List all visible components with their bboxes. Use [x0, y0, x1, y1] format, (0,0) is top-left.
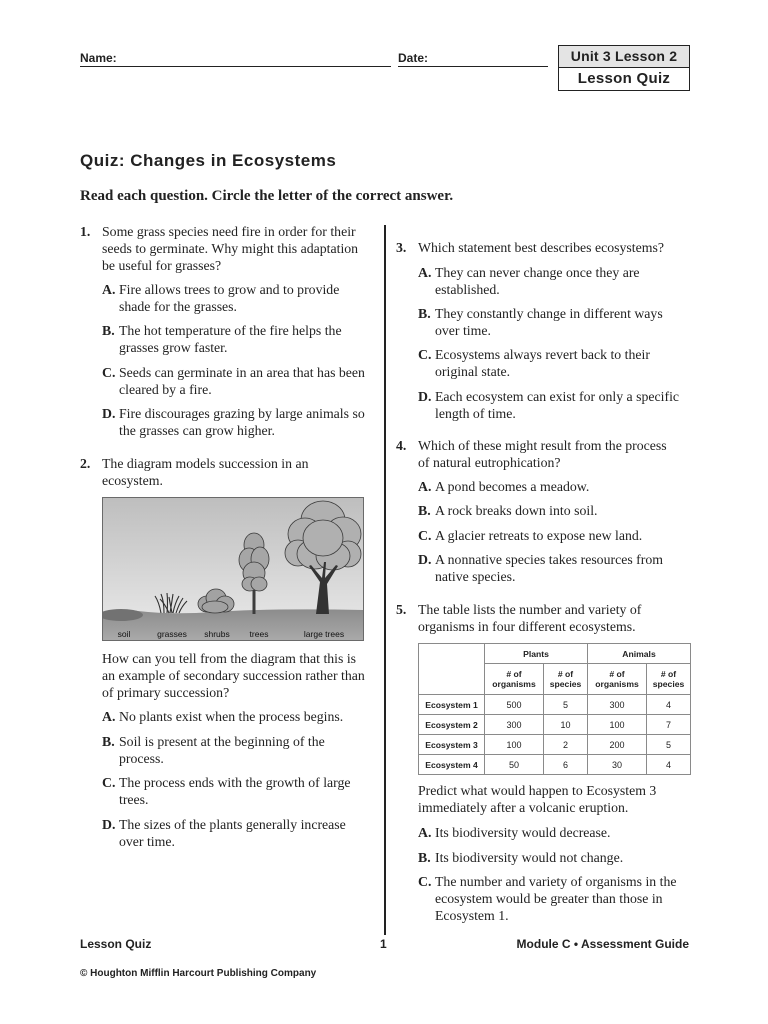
answer-option-c	[418, 346, 650, 380]
page-title: Quiz: Changes in Ecosystems	[80, 151, 337, 170]
answer-option-d	[418, 551, 663, 585]
answer-option-b	[102, 322, 342, 356]
option-letter: A.	[102, 282, 116, 297]
table-cell: 4	[647, 695, 691, 715]
option-text-line: Ecosystem 1.	[435, 908, 509, 923]
date-field	[398, 50, 548, 67]
date-label: Date:	[398, 51, 429, 65]
option-text-line: The number and variety of organisms in the	[435, 874, 677, 889]
answer-option-c	[102, 364, 365, 398]
option-text-line: Its biodiversity would decrease.	[435, 825, 611, 840]
diagram-label: large trees	[303, 629, 345, 639]
table-cell: 200	[588, 735, 647, 755]
footer-left-label: Lesson Quiz	[80, 937, 152, 951]
question-text-line: Some grass species need fire in order for their	[102, 224, 356, 239]
option-text-line: They can never change once they are	[435, 265, 640, 280]
option-text-line: over time.	[435, 323, 491, 338]
answer-option-a	[418, 824, 611, 841]
table-cell: 50	[485, 755, 544, 775]
table-row	[419, 715, 691, 735]
option-text-line: trees.	[119, 792, 149, 807]
table-cell: 5	[647, 735, 691, 755]
table-header-row	[419, 644, 691, 664]
answer-option-b	[418, 305, 663, 339]
question-text-line: of primary succession?	[102, 685, 230, 700]
table-row-label: Ecosystem 4	[419, 755, 485, 775]
question-text-line: of natural eutrophication?	[418, 455, 561, 470]
question-text-line: seeds to germinate. Why might this adaptation	[102, 241, 359, 256]
table-cell: 6	[544, 755, 588, 775]
instructions: Read each question. Circle the letter of the correct answer.	[80, 188, 454, 204]
option-letter: A.	[418, 265, 432, 280]
option-text-line: A glacier retreats to expose new land.	[435, 528, 643, 543]
option-letter: D.	[102, 406, 116, 421]
option-text-line: ecosystem would be greater than those in	[435, 891, 663, 906]
diagram-label: shrubs	[204, 629, 230, 639]
option-text-line: The sizes of the plants generally increase	[119, 817, 346, 832]
table-column-header: # of species	[544, 664, 588, 695]
footer-right-label: Module C • Assessment Guide	[516, 937, 689, 951]
option-text-line: original state.	[435, 364, 511, 379]
option-text-line: The process ends with the growth of large	[119, 775, 351, 790]
question-number: 1.	[80, 224, 91, 239]
answer-option-a	[102, 708, 344, 725]
answer-option-c	[418, 527, 643, 544]
table-cell: 300	[485, 715, 544, 735]
table-cell: 5	[544, 695, 588, 715]
option-letter: A.	[102, 709, 116, 724]
option-text-line: process.	[119, 751, 164, 766]
option-text-line: A rock breaks down into soil.	[435, 503, 598, 518]
table-column-header: # of organisms	[588, 664, 647, 695]
table-cell: 100	[588, 715, 647, 735]
option-text-line: Fire allows trees to grow and to provide	[119, 282, 340, 297]
option-text-line: No plants exist when the process begins.	[119, 709, 344, 724]
option-letter: C.	[418, 874, 432, 889]
question-text-line: an example of secondary succession rather than	[102, 668, 365, 683]
diagram-label: grasses	[157, 629, 187, 639]
table-column-header: # of organisms	[485, 664, 544, 695]
option-text-line: the grasses can grow higher.	[119, 423, 275, 438]
option-text-line: Each ecosystem can exist for only a specific	[435, 389, 680, 404]
option-text-line: A pond becomes a meadow.	[435, 479, 590, 494]
option-text-line: grasses grow faster.	[119, 340, 228, 355]
table-cell: 30	[588, 755, 647, 775]
table-row	[419, 735, 691, 755]
table-row	[419, 695, 691, 715]
option-text-line: native species.	[435, 569, 516, 584]
table-cell: 7	[647, 715, 691, 735]
diagram-label: trees	[249, 629, 269, 639]
answer-option-b	[418, 502, 598, 519]
option-text-line: They constantly change in different ways	[435, 306, 663, 321]
question-text-line: ecosystem.	[102, 473, 163, 488]
table-group-header-plants: Plants	[485, 644, 588, 664]
table-row	[419, 755, 691, 775]
option-letter: D.	[418, 389, 432, 404]
option-letter: B.	[102, 734, 115, 749]
answer-option-b	[418, 849, 624, 866]
diagram-label: soil	[117, 629, 131, 639]
option-text-line: established.	[435, 282, 500, 297]
lesson-info-box	[558, 45, 690, 91]
option-letter: D.	[418, 552, 432, 567]
answer-option-b	[102, 733, 325, 767]
ecosystem-table	[418, 643, 691, 775]
option-text-line: Fire discourages grazing by large animals so	[119, 406, 365, 421]
question-number: 2.	[80, 456, 91, 471]
question-5-prompt	[418, 782, 656, 816]
table-row-label: Ecosystem 1	[419, 695, 485, 715]
question-text-line: be useful for grasses?	[102, 258, 222, 273]
table-column-header: # of species	[647, 664, 691, 695]
option-letter: B.	[418, 850, 431, 865]
option-letter: C.	[418, 347, 432, 362]
answer-option-d	[102, 816, 346, 850]
option-letter: C.	[102, 775, 116, 790]
table-cell: 100	[485, 735, 544, 755]
question-text-line: organisms in four different ecosystems.	[418, 619, 636, 634]
option-letter: C.	[418, 528, 432, 543]
table-cell: 10	[544, 715, 588, 735]
option-text-line: Its biodiversity would not change.	[435, 850, 624, 865]
question-number: 4.	[396, 438, 407, 453]
option-text-line: cleared by a fire.	[119, 382, 212, 397]
option-letter: A.	[418, 825, 432, 840]
option-letter: B.	[418, 306, 431, 321]
answer-option-d	[418, 388, 680, 422]
option-text-line: Soil is present at the beginning of the	[119, 734, 325, 749]
question-text-line: Which statement best describes ecosystems?	[418, 240, 664, 255]
question-number: 3.	[396, 240, 407, 255]
option-text-line: shade for the grasses.	[119, 299, 238, 314]
succession-diagram	[102, 497, 364, 641]
option-text-line: The hot temperature of the fire helps the	[119, 323, 342, 338]
question-text-line: The table lists the number and variety of	[418, 602, 642, 617]
question-number: 5.	[396, 602, 407, 617]
option-text-line: A nonnative species takes resources from	[435, 552, 663, 567]
answer-option-d	[102, 405, 365, 439]
option-letter: D.	[102, 817, 116, 832]
column-divider	[384, 225, 386, 935]
question-text-line: immediately after a volcanic eruption.	[418, 800, 629, 815]
option-letter: B.	[418, 503, 431, 518]
option-letter: A.	[418, 479, 432, 494]
question-text-line: Predict what would happen to Ecosystem 3	[418, 783, 657, 798]
option-letter: C.	[102, 365, 116, 380]
table-corner-cell	[419, 644, 485, 695]
question-2-stem	[80, 455, 309, 489]
unit-lesson-label: Unit 3 Lesson 2	[559, 46, 689, 68]
name-label: Name:	[80, 51, 117, 65]
succession-diagram-svg	[103, 498, 364, 641]
option-text-line: Seeds can germinate in an area that has been	[119, 365, 365, 380]
table-cell: 2	[544, 735, 588, 755]
answer-option-c	[102, 774, 351, 808]
table-group-header-animals: Animals	[588, 644, 691, 664]
option-text-line: Ecosystems always revert back to their	[435, 347, 650, 362]
quiz-type-label: Lesson Quiz	[577, 70, 671, 87]
table-cell: 500	[485, 695, 544, 715]
table-row-label: Ecosystem 3	[419, 735, 485, 755]
question-1-stem	[80, 223, 359, 274]
table-cell: 4	[647, 755, 691, 775]
question-text-line: Which of these might result from the process	[418, 438, 667, 453]
question-2-prompt	[102, 650, 365, 701]
copyright-notice: © Houghton Mifflin Harcourt Publishing Company	[80, 968, 317, 979]
option-text-line: over time.	[119, 834, 175, 849]
page-number: 1	[380, 937, 387, 951]
name-field	[80, 50, 391, 67]
answer-option-a	[418, 478, 590, 495]
question-text-line: How can you tell from the diagram that this is	[102, 651, 357, 666]
table-row-label: Ecosystem 2	[419, 715, 485, 735]
question-3-stem	[396, 239, 664, 256]
question-text-line: The diagram models succession in an	[102, 456, 309, 471]
answer-option-a	[102, 281, 340, 315]
question-5-stem	[396, 601, 642, 635]
option-text-line: length of time.	[435, 406, 516, 421]
answer-option-c	[418, 873, 677, 924]
answer-option-a	[418, 264, 640, 298]
table-cell: 300	[588, 695, 647, 715]
option-letter: B.	[102, 323, 115, 338]
question-4-stem	[396, 437, 667, 471]
